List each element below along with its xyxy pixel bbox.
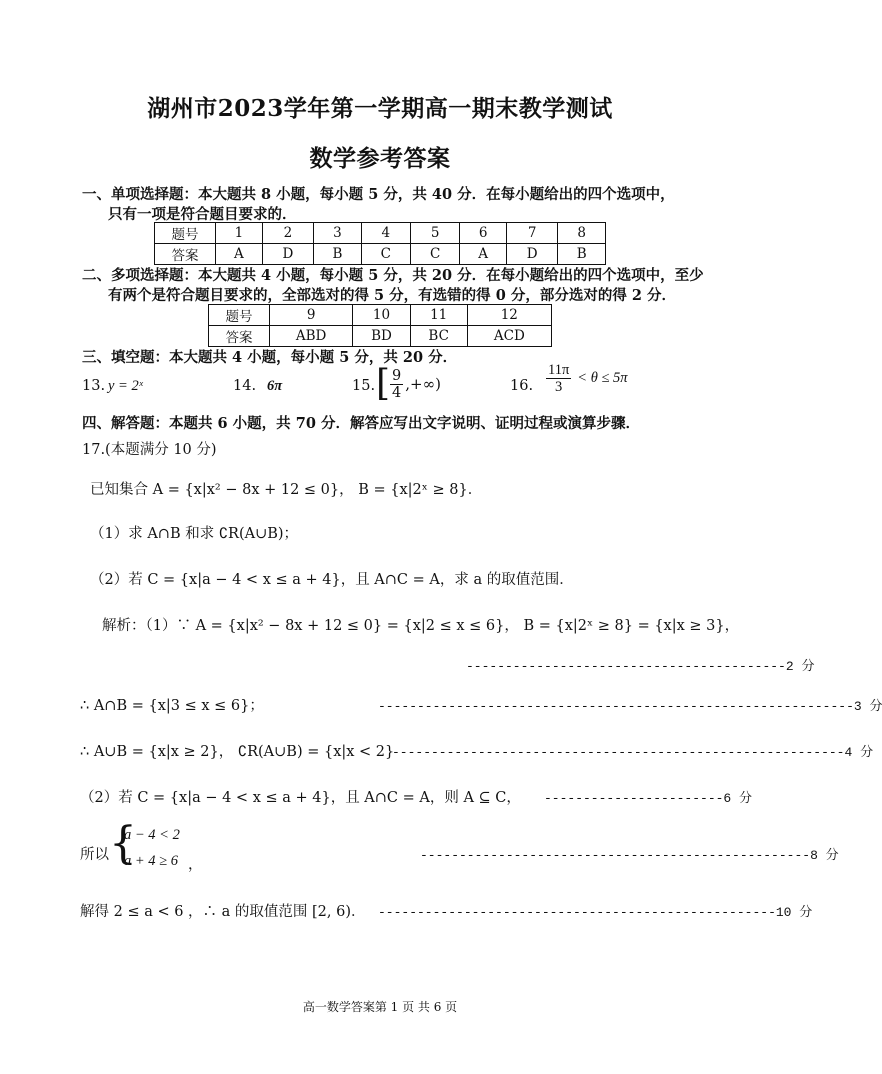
inequality-2: a + 4 ≥ 6 bbox=[124, 853, 178, 869]
q16-number: 16. bbox=[510, 378, 534, 394]
q16-denominator: 3 bbox=[555, 379, 563, 395]
solution-line8-prefix: 所以 bbox=[80, 847, 109, 863]
table-cell: 2 bbox=[262, 223, 313, 244]
table-cell: A bbox=[216, 244, 263, 265]
left-brace: { bbox=[109, 818, 137, 869]
score-mark-6: -----------------------6 分 bbox=[544, 791, 753, 806]
q16-answer bbox=[546, 362, 628, 395]
table-cell: 10 bbox=[353, 305, 410, 326]
q15-numerator: 9 bbox=[392, 367, 402, 384]
table-cell: 12 bbox=[467, 305, 551, 326]
solution-line10: 解得 2 ≤ a < 6 ，∴ a 的取值范围 [2, 6)． bbox=[80, 904, 366, 920]
q17-part1: （1）求 A∩B 和求 ∁R(A∪B)； bbox=[90, 526, 299, 542]
row-label: 答案 bbox=[209, 326, 270, 347]
section3-heading: 三、填空题：本大题共 4 小题，每小题 5 分，共 20 分． bbox=[82, 349, 458, 366]
q15-answer bbox=[376, 362, 441, 406]
table-cell: D bbox=[507, 244, 558, 265]
q16-numerator: 11π bbox=[548, 362, 570, 378]
section2-heading-cont: 有两个是符合题目要求的，全部选对的得 5 分，有选错的得 0 分，部分选对的得 2 分． bbox=[108, 287, 677, 304]
table-cell: 7 bbox=[507, 223, 558, 244]
section1-heading-cont: 只有一项是符合题目要求的． bbox=[108, 206, 297, 223]
document-subtitle: 数学参考答案 bbox=[309, 145, 451, 172]
q15-fraction bbox=[390, 368, 403, 401]
solution-line1: 解析：（1）∵ A = {x|x² − 8x + 12 ≤ 0} = {x|2 ≤ x ≤ 6}， B = {x|2ˣ ≥ 8} = {x|x ≥ 3}， bbox=[102, 618, 740, 634]
document-title: 湖州市2023学年第一学期高一期末教学测试 bbox=[147, 95, 613, 122]
q17-part2: （2）若 C = {x|a − 4 < x ≤ a + 4}，且 A∩C = A，求 a 的取值范围． bbox=[90, 572, 574, 588]
table-cell: BC bbox=[410, 326, 467, 347]
q15-tail: ,+∞) bbox=[405, 375, 441, 393]
table-cell: 4 bbox=[361, 223, 410, 244]
table-cell: 5 bbox=[410, 223, 459, 244]
section4-heading: 四、解答题：本题共 6 小题，共 70 分．解答应写出文字说明、证明过程或演算步骤． bbox=[82, 415, 640, 432]
solution-line8-suffix: ， bbox=[188, 857, 203, 873]
q16-fraction bbox=[546, 362, 571, 395]
table-cell: 8 bbox=[558, 223, 606, 244]
solution-line3: ∴ A∩B = {x|3 ≤ x ≤ 6}； bbox=[80, 698, 264, 714]
left-bracket: [ bbox=[376, 363, 391, 404]
section1-heading: 一、单项选择题：本大题共 8 小题，每小题 5 分，共 40 分．在每小题给出的四个选项中， bbox=[82, 186, 675, 203]
table-cell: A bbox=[460, 244, 507, 265]
table-row bbox=[209, 305, 552, 326]
q14-number: 14. bbox=[233, 378, 257, 394]
table-cell: ACD bbox=[467, 326, 551, 347]
score-mark-4: ----------------------------------------------------------4 分 bbox=[392, 745, 874, 760]
section2-answer-table bbox=[208, 304, 552, 347]
inequality-1: a − 4 < 2 bbox=[124, 827, 180, 843]
q15-number: 15. bbox=[352, 378, 376, 394]
section1-answer-table bbox=[154, 222, 606, 265]
table-cell: 3 bbox=[314, 223, 361, 244]
score-mark-8: --------------------------------------------------8 分 bbox=[420, 848, 839, 863]
table-cell: 9 bbox=[270, 305, 353, 326]
row-label: 题号 bbox=[209, 305, 270, 326]
score-mark-10: ---------------------------------------------------10 分 bbox=[378, 905, 813, 920]
score-mark-3: -------------------------------------------------------------3 分 bbox=[378, 699, 882, 714]
q14-answer: 6π bbox=[267, 378, 283, 394]
table-cell: ABD bbox=[270, 326, 353, 347]
table-cell: B bbox=[314, 244, 361, 265]
table-cell: B bbox=[558, 244, 606, 265]
row-label: 题号 bbox=[155, 223, 216, 244]
table-cell: 6 bbox=[460, 223, 507, 244]
table-row bbox=[209, 326, 552, 347]
q13-answer: y = 2ˣ bbox=[108, 378, 143, 394]
table-cell: BD bbox=[353, 326, 410, 347]
table-cell: 1 bbox=[216, 223, 263, 244]
table-row bbox=[155, 244, 606, 265]
table-cell: C bbox=[410, 244, 459, 265]
table-cell: C bbox=[361, 244, 410, 265]
table-cell: 11 bbox=[410, 305, 467, 326]
table-cell: D bbox=[262, 244, 313, 265]
q16-tail: < θ ≤ 5π bbox=[577, 370, 628, 386]
section2-heading: 二、多项选择题：本大题共 4 小题，每小题 5 分，共 20 分．在每小题给出的四个选项中，至少 bbox=[82, 267, 704, 284]
score-mark-2: -----------------------------------------2 分 bbox=[466, 659, 815, 674]
page-footer: 高一数学答案第 1 页 共 6 页 bbox=[302, 1000, 458, 1014]
q17-heading: 17.(本题满分 10 分) bbox=[82, 442, 217, 458]
q17-given: 已知集合 A = {x|x² − 8x + 12 ≤ 0}， B = {x|2ˣ ≥ 8}． bbox=[90, 482, 483, 498]
q13-number: 13. bbox=[82, 378, 106, 394]
row-label: 答案 bbox=[155, 244, 216, 265]
q15-denominator: 4 bbox=[392, 384, 402, 401]
table-row bbox=[155, 223, 606, 244]
solution-line4: ∴ A∪B = {x|x ≥ 2}， ∁R(A∪B) = {x|x < 2} bbox=[80, 744, 395, 760]
solution-line6: （2）若 C = {x|a − 4 < x ≤ a + 4}，且 A∩C = A，则 A ⊆ C， bbox=[80, 790, 521, 806]
